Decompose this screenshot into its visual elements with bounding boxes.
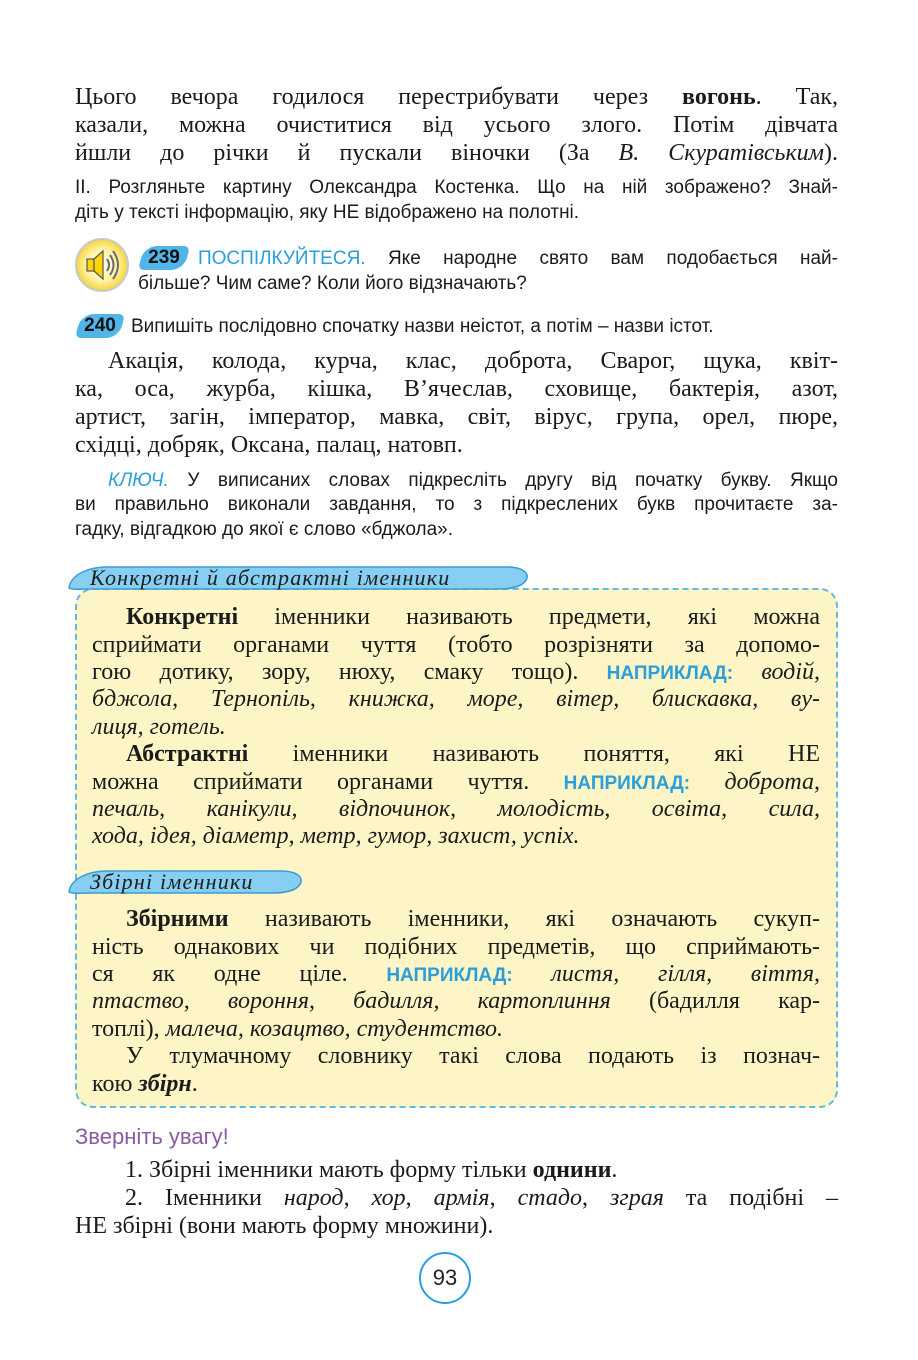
example-words: малеча, козацтво, студентство. bbox=[165, 1015, 503, 1042]
text-run: 2. Іменники bbox=[125, 1185, 284, 1211]
rule-section-concrete-abstract bbox=[92, 604, 820, 851]
text-run: , bbox=[582, 1185, 611, 1211]
text-run: сприймати органами чуття (тобто розрізняти за допомо- bbox=[92, 631, 820, 658]
text-run: У тлумачному словнику такі слова подають із познач- bbox=[126, 1043, 820, 1070]
italic-word: стадо bbox=[517, 1185, 583, 1211]
text-run: 1. Збірні іменники мають форму тільки bbox=[125, 1157, 533, 1183]
rule-line bbox=[92, 906, 820, 933]
key-note bbox=[75, 469, 838, 543]
italic-word: зграя bbox=[610, 1185, 664, 1211]
text-run: . bbox=[191, 1070, 198, 1097]
text-run: та подібні – bbox=[663, 1185, 839, 1211]
text-run: іменники називають поняття, які НЕ bbox=[248, 741, 820, 768]
word-list-line: ка, оса, журба, кішка, В’ячеслав, сховище, бактерія, азот, bbox=[75, 376, 838, 402]
example-words: птаство, вороння, бадилля, картоплиння bbox=[92, 988, 611, 1015]
reading-line bbox=[75, 111, 838, 139]
exercise-239 bbox=[138, 246, 838, 296]
exercise-number-badge bbox=[75, 314, 125, 338]
example-words: бджола, Тернопіль, книжка, море, вітер, блискавка, ву- bbox=[92, 686, 820, 713]
exercise-instruction: Випишіть послідовно спочатку назви неістот, а потім – назви істот. bbox=[131, 315, 714, 337]
text-run: йшли до річки й пускали віночки (За bbox=[75, 140, 619, 166]
reading-text bbox=[75, 83, 838, 167]
section-title: Збірні іменники bbox=[90, 869, 254, 894]
rule-line bbox=[92, 961, 820, 988]
rule-line bbox=[92, 741, 820, 768]
text-run: ). bbox=[824, 140, 838, 166]
text-run: ся як одне ціле. bbox=[92, 961, 387, 988]
rule-line bbox=[92, 604, 820, 631]
rule-line bbox=[92, 1071, 820, 1098]
attention-title: Зверніть увагу! bbox=[75, 1124, 229, 1149]
italic-word: народ bbox=[283, 1185, 344, 1211]
section-title: Конкретні й абстрактні іменники bbox=[90, 565, 451, 590]
rule-line bbox=[92, 796, 820, 823]
key-line: гадку, відгадкою до якої є слово «бджола». bbox=[75, 518, 454, 540]
example-words: хода, ідея, діаметр, метр, гумор, захист, успіх. bbox=[92, 823, 580, 850]
rule-line bbox=[92, 714, 820, 741]
exercise-number-badge bbox=[138, 246, 190, 270]
example-label: НАПРИКЛАД: bbox=[606, 663, 734, 685]
page-number: 93 bbox=[419, 1252, 471, 1304]
bold-word: вогонь bbox=[682, 84, 756, 110]
rule-section-collective bbox=[92, 906, 820, 1098]
italic-word: армія bbox=[433, 1185, 490, 1211]
word-list-line: Акація, колода, курча, клас, доброта, Сварог, щука, квіт- bbox=[108, 348, 838, 374]
attention-item bbox=[75, 1184, 838, 1212]
example-words: листя, гілля, віття, bbox=[512, 961, 821, 988]
rule-line bbox=[92, 632, 820, 659]
exercise-line: більше? Чим саме? Коли його відзначають? bbox=[138, 272, 527, 294]
example-words: лиця, готель. bbox=[92, 713, 226, 740]
text-run: казали, можна очиститися від усього злого. Потім дівчата bbox=[75, 112, 838, 138]
section-tab bbox=[67, 564, 529, 592]
rule-line bbox=[92, 988, 820, 1015]
term: Абстрактні bbox=[126, 741, 249, 768]
text-run: називають іменники, які означають сукуп- bbox=[228, 906, 820, 933]
rule-line bbox=[92, 686, 820, 713]
attention-item-continuation bbox=[75, 1212, 838, 1240]
speaker-icon-graphic bbox=[74, 237, 130, 293]
key-line bbox=[75, 469, 838, 494]
key-label: КЛЮЧ. bbox=[108, 469, 169, 491]
text-run: іменники називають предмети, які можна bbox=[238, 604, 820, 631]
word-list-line: східці, добряк, Оксана, палац, натовп. bbox=[75, 432, 463, 458]
reading-line bbox=[75, 83, 838, 111]
exercise-label: ПОСПІЛКУЙТЕСЯ. bbox=[198, 247, 366, 269]
text-run: . Так, bbox=[755, 84, 839, 110]
text-run: Яке народне свято вам подобається най- bbox=[365, 247, 838, 269]
example-label: НАПРИКЛАД: bbox=[386, 965, 513, 987]
text-run: (бадилля кар- bbox=[610, 988, 821, 1015]
rule-line bbox=[92, 769, 820, 796]
term: Збірними bbox=[126, 906, 229, 933]
example-label: НАПРИКЛАД: bbox=[563, 772, 691, 794]
text-run: ність однакових чи подібних предметів, що сприймають- bbox=[92, 933, 820, 960]
text-run: Цього вечора годилося перестрибувати через bbox=[75, 84, 683, 110]
exercise-line bbox=[138, 246, 838, 271]
text-run: можна сприймати органами чуття. bbox=[92, 768, 564, 795]
exercise-number: 240 bbox=[84, 315, 116, 337]
example-words: доброта, bbox=[690, 768, 820, 795]
text-run: , bbox=[343, 1185, 372, 1211]
rule-line bbox=[92, 823, 820, 850]
text-run: . bbox=[611, 1157, 618, 1183]
text-run: , bbox=[489, 1185, 518, 1211]
attention-list bbox=[75, 1156, 838, 1240]
exercise-line bbox=[75, 314, 838, 339]
word-list bbox=[75, 347, 838, 459]
example-words: печаль, канікули, відпочинок, молодість, освіта, сила, bbox=[92, 796, 820, 823]
bold-word: однини bbox=[532, 1157, 612, 1183]
term: Конкретні bbox=[126, 604, 239, 631]
rule-line bbox=[92, 1043, 820, 1070]
task-line: діть у тексті інформацію, яку НЕ відображено на полотні. bbox=[75, 202, 580, 223]
author-name: В. Скуратівським bbox=[618, 140, 824, 166]
word-list-line: артист, загін, імператор, мавка, світ, вірус, група, орел, пюре, bbox=[75, 404, 838, 430]
reading-line bbox=[75, 139, 838, 167]
text-run: , bbox=[405, 1185, 434, 1211]
task-ii bbox=[75, 175, 838, 225]
text-run: топлі), bbox=[92, 1015, 166, 1042]
text-run: У виписаних словах підкресліть другу від початку букву. Якщо bbox=[168, 469, 838, 491]
attention-item bbox=[75, 1156, 838, 1184]
example-words: водій, bbox=[733, 659, 820, 686]
text-run: кою bbox=[92, 1070, 139, 1097]
italic-word: хор bbox=[371, 1185, 406, 1211]
exercise-240 bbox=[75, 314, 838, 339]
section-tab bbox=[67, 868, 303, 896]
exercise-number: 239 bbox=[148, 247, 180, 269]
rule-line bbox=[92, 659, 820, 686]
dictionary-mark: збірн bbox=[138, 1070, 192, 1097]
speaker-icon bbox=[74, 237, 130, 293]
rule-line bbox=[92, 934, 820, 961]
rule-line bbox=[92, 1016, 820, 1043]
text-run: гою дотику, зору, нюху, смаку тощо). bbox=[92, 659, 607, 686]
text-run: НЕ збірні (вони мають форму множини). bbox=[75, 1213, 494, 1239]
task-line: II. Розгляньте картину Олександра Костенка. Що на ній зображено? Знай- bbox=[75, 177, 838, 198]
key-line: ви правильно виконали завдання, то з підкреслених букв прочитаєте за- bbox=[75, 494, 838, 515]
